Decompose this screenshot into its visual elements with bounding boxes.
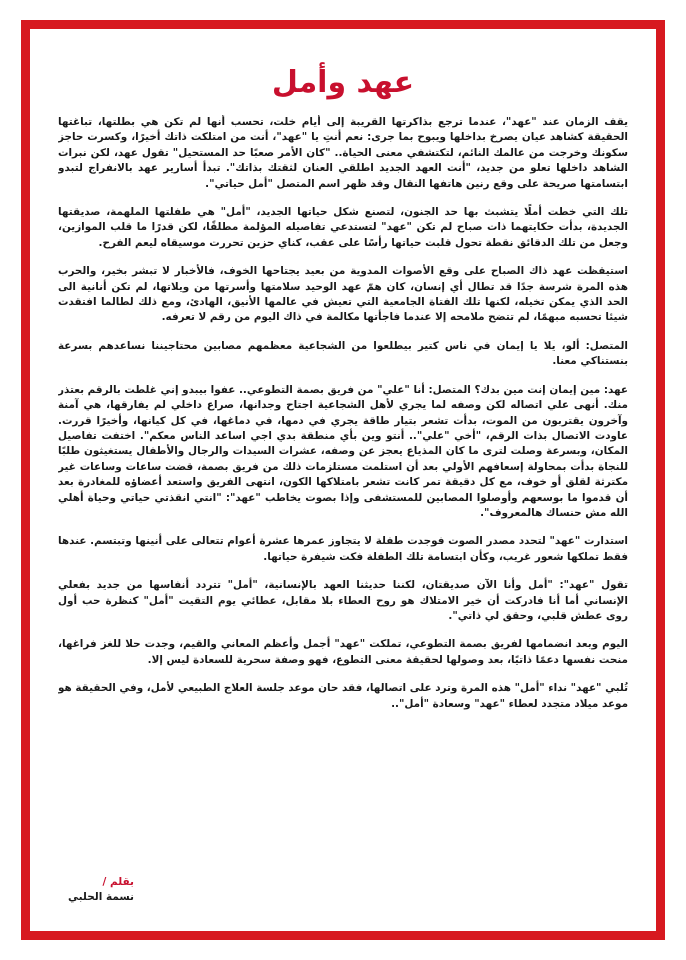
paragraph: اليوم وبعد انضمامها لفريق بصمة التطوعي، تملكت "عهد" أجمل وأعظم المعاني والقيم، وجدت حلا للغز فراغها، منحت نفسها دعمًا ذاتيًا، بعد وصولها لحقيقة معنى التطوع، فهو وصفة سحرية للسعادة ليس إلا.	[58, 638, 628, 666]
article-body	[58, 115, 628, 867]
paragraph: المتصل: ألو، يلا يا إيمان في ناس كتير بيطلعوا من الشجاعية معظمهم مصابين محتاجيننا نساعدهم بسرعة بنستناكي معنا.	[58, 339, 628, 368]
paragraph: تلك التي خطت أملًا يتشبث بها حد الجنون، لتصنع شكل حياتها الجديد، "أمل" هي طفلتها الملهمة، صديقتها الجديدة، بدأت حكايتهما ذات صباح لم تكن "عهد" لتستدعي تفاصيله المؤلمة مطلقًا، لكن قدرًا ما قلب الموازين، وجعل من تلك الدقائق نقطة تحول قلبت حياتها رأسًا على عقب، كناي حزين تحررت موسيقاه ليعم الفرح.	[58, 206, 628, 249]
article-frame	[21, 20, 665, 940]
article-title: عهد وأمل	[271, 65, 415, 100]
signature-pen-label: بقلم /	[102, 876, 134, 888]
paragraph: استدارت "عهد" لتحدد مصدر الصوت فوجدت طفلة لا يتجاوز عمرها عشرة أعوام تتعالى على أنينها وتبتسم. عندها فقط تملكها شعور غريب، وكأن ابتسامة تلك الطفلة فكت شيفرة حياتها.	[58, 535, 628, 563]
paragraph: عهد: مين إيمان إنت مين بدك؟ المتصل: أنا "علي" من فريق بصمة التطوعي.. عفوا بيبدو إني غلطت بالرقم بعتذر منك. أنهى علي اتصاله لكن وصفه لما يجري لأهل الشجاعية اجتاح وجدانها، صراع داخلي لم يفارقها، هي آمنة وآخرون يقتربون من الموت، بدأت تشعر بتيار طاقة يجري في دمها، في دماغها، في كل كيانها، وأخيرًا قررت. عاودت الاتصال بذات الرقم، "أخي "علي".. أنتو وين بأي منطقة بدي اجي اساعد الناس معكم". اختفت تفاصيل المكان، وبسرعة وصلت لترى ما كان المذياع يعجز عن وصفه، عشرات السيدات والرجال والأطفال يستغيثون طلبًا للنجاة بدأت بمحاولة إسعافهم الأولي بعد أن استلمت مستلزمات ذلك من فريق بصمة، قضت ساعات وساعات غير مكترثة لقلق أو خوف، مع كل دقيقة تمر كانت تشعر بامتلاكها الكون، انتهى الفريق واستعد أعضاؤه للمغادرة بعد أن قدموا ما بوسعهم وأوصلوا المصابين للمستشفى وإذا بصوت يخاطب "عهد": "انتي انقذتي حياتي وحياة أهلي الله مش حنساك هالمعروف".	[58, 383, 628, 519]
paragraph: استيقظت عهد ذاك الصباح على وقع الأصوات المدوية من بعيد يجتاحها الخوف، فالأخبار لا تبشر بخير، والحرب هذه المرة شرسة جدًا قد تطال أي إنسان، كان همّ عهد الوحيد سلامتها وأسرتها من ويلاتها، لم تكن أنانية الى الحد الذي يمكن تخيله، لكنها تلك الفتاة الجامعية التي تعيش في عالمها الأنيق، الهادئ، ومع ذلك لطالما افتقدت شيئا تحسبه مبهمًا، لم تتضح ملامحه إلا عندما فاجأتها مكالمة في ذاك اليوم من رقم لا تعرفه.	[58, 265, 628, 324]
paragraph: تقول "عهد": "أمل وأنا الآن صديقتان، لكننا حديثنا العهد بالإنسانية، "أمل" تتردد أنفاسها من جديد بفعلي الإنساني أما أنا فادركت أن خير الامتلاك هو روح العطاء بلا مقابل، عطائي يوم التقيت "أمل" كنظرة حب أول روى عطش قلبي، وحقق لي ذاتي".	[58, 579, 628, 622]
signature-author-name: نسمة الحلبي	[68, 891, 134, 903]
author-signature	[68, 875, 134, 905]
paragraph: يقف الزمان عند "عهد"، عندما ترجع بذاكرتها القريبة إلى أيام خلت، تحسب أنها لم تكن هي بطلتها، تباغتها الحقيقة كشاهد عيان يصرخ بداخلها ويبوح بما جرى: نعم أنتِ يا "عهد"، أنت من امتلكت ذاتك أخيرًا، وكسرت حاجز سكونك وخرجت من عالمك النائم، لتكتشفي معنى الحياة.. "كان الأمر صعبًا حد المستحيل" تقول عهد، لكن نبرات الشاهد داخلها تعلو من جديد، "أنت العهد الجديد اطلقي العنان لثقتك بذاتك". تبدأ أسارير عهد بالانفراج لتبدو ابتسامتها صريحة على وقع رنين هاتفها النقال وقد ظهر اسم المتصل "أمل حياتي".	[58, 116, 628, 190]
paragraph: تُلبي "عهد" نداء "أمل" هذه المرة وترد على اتصالها، فقد حان موعد جلسة العلاج الطبيعي لأمل، وفي الحقيقة هو موعد ميلاد متجدد لعطاء "عهد" وسعادة "أمل"..	[58, 682, 628, 710]
